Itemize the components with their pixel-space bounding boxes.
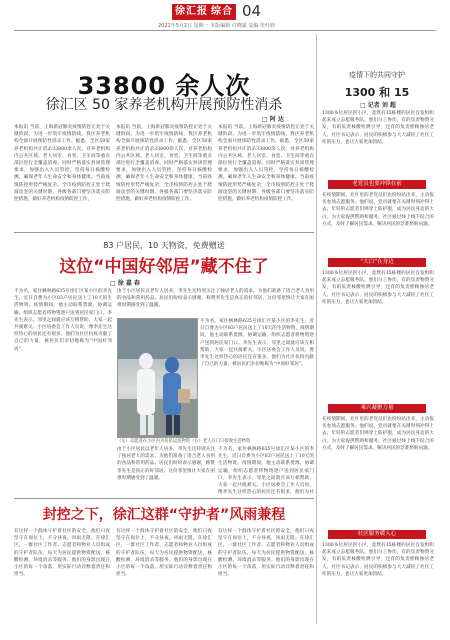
feature-body-right: 不为名，家住枫林路635号徐汇区某小区的李先生，近日自费为小区83户居民送上了10天的生活物资。疫情期间，他主动联系货源，协调运输，组织志愿者将物资逐户送到居民家门口。李先生表示，邻里之间就应该互相帮助，大家一起共渡难关。小区居委会工作人员说，像李先生这样热心的居民还有很多，他们为社区抗疫贡献了自己的力量，被居民们亲切地称为“中国好邻居”。 bbox=[200, 319, 314, 368]
bottom-body-col3: 有这样一个群体守护着社区的安全，他们日夜坚守在岗位上，不分昼夜、风雨无阻。在徐汇区，一群社区工作者、志愿者和物业人员组成的守护者队伍，每天为居民提供物资配送、核酸检测、环境消杀等服务。他们的身影出现在小区的每一个角落，用实际行动诠释着责任和担当。 bbox=[218, 529, 314, 578]
right-section-3: 乘兴凝聚力量 bbox=[328, 404, 426, 413]
right-body-1: 1300多位居民的小区，竟然有15栋楼的居民自发组织起来成立志愿服务队。他们分工协作，有的负责物资分发，有的负责核酸检测引导，还有的负责照顾独居老人。社区书记表示，居民的积极参与大大减轻了社区工作的压力，也让大家更加团结。 bbox=[322, 111, 434, 145]
feature-photo bbox=[117, 318, 198, 438]
section-rule bbox=[14, 232, 314, 233]
dateline: 2022年5月2日 星期一 本版编辑 许晓斌 复编 范叶婷 bbox=[158, 23, 276, 29]
right-body-4: 在疫情期间，社区里的老党员们也纷纷站出来，主动报名参加志愿服务。他们说，党员就要在关键时刻冲得上去。年轻的志愿者们则穿上防护服，成为居民身边的大白，为大家提供帮助和服务。社区通过线上线下结合的方式，及时了解居民需求，解决居民的急难愁盼问题。 bbox=[322, 417, 434, 451]
bottom-headline: 封控之下，徐汇这群“守护者”风雨兼程 bbox=[42, 507, 286, 523]
right-body-5: 1300多位居民的小区，竟然有15栋楼的居民自发组织起来成立志愿服务队。他们分工协作，有的负责物资分发，有的负责核酸检测引导，还有的负责照顾独居老人。社区书记表示，居民的积极参与大大减轻了社区工作的压力，也让大家更加团结。 bbox=[322, 543, 434, 577]
feature-body-col3: 不为名，家住枫林路635号徐汇区某小区的李先生，近日自费为小区83户居民送上了10天的生活物资。疫情期间，他主动联系货源，协调运输，组织志愿者将物资逐户送到居民家门口。李先生表示，邻里之间就应该互相帮助，大家一起共渡难关。小区居委会工作人员说，像李先生这样热心的居民还有很多，他们为社 bbox=[218, 447, 314, 496]
right-headline: 1300 和 15 bbox=[344, 86, 410, 99]
newspaper-logo: 徐汇报 综合 bbox=[172, 4, 236, 20]
lead-byline: □ 阿 达 bbox=[262, 116, 284, 123]
bottom-body-col2: 有这样一个群体守护着社区的安全，他们日夜坚守在岗位上，不分昼夜、风雨无阻。在徐汇区，一群社区工作者、志愿者和物业人员组成的守护者队伍，每天为居民提供物资配送、核酸检测、环境消杀等服务。他们的身影出现在小区的每一个角落，用实际行动诠释着责任和担当。 bbox=[116, 529, 212, 578]
photo-caption: （左）志愿者在小区内为居民运送物资（右）老人在门口接收生活物资 bbox=[117, 439, 251, 444]
masthead-rule bbox=[14, 30, 436, 31]
right-body-2: 在疫情期间，社区里的老党员们也纷纷站出来，主动报名参加志愿服务。他们说，党员就要在关键时刻冲得上去。年轻的志愿者们则穿上防护服，成为居民身边的大白，为大家提供帮助和服务。社区通过线上线下结合的方式，及时了解居民需求，解决居民的急难愁盼问题。 bbox=[322, 193, 434, 227]
right-section-4: 社区服务暖人心 bbox=[328, 530, 426, 539]
feature-body-col2: 由于小区居民以老年人居多，李先生还特别关注了独居老人的需求，为他们准备了适合老人食用的食品和常用药品。居民们纷纷表示感谢，称赞李先生是真正的好邻居，这份邻里情让大家在困难时期感受到了温暖。 bbox=[117, 447, 215, 481]
page-number: 04 bbox=[242, 2, 262, 20]
feature-body-col1: 不为名，家住枫林路635号徐汇区某小区的李先生，近日自费为小区83户居民送上了10天的生活物资。疫情期间，他主动联系货源，协调运输，组织志愿者将物资逐户送到居民家门口。李先生表示，邻里之间就应该互相帮助，大家一起共渡难关。小区居委会工作人员说，像李先生这样热心的居民还有很多，他们为社区抗疫贡献了自己的力量，被居民们亲切地称为“中国好邻居”。 bbox=[14, 289, 112, 352]
masthead bbox=[14, 2, 436, 20]
right-body-3: 1300多位居民的小区，竟然有15栋楼的居民自发组织起来成立志愿服务队。他们分工协作，有的负责物资分发，有的负责核酸检测引导，还有的负责照顾独居老人。社区书记表示，居民的积极参与大大减轻了社区工作的压力，也让大家更加团结。 bbox=[322, 271, 434, 305]
lead-body-col2: 本报讯 当前，上海新冠肺炎疫情防控正处于关键阶段。为进一步筑牢疫情防线，我区养老机构全面开展预防性消杀工作。据悉，全区50家养老机构共计消杀33800余人次，对养老机构内公共区域、老人居室、食堂、卫生间等重点部位进行全覆盖消毒。同时严格落实封闭管理要求，加强出入人员管控，坚持每日核酸检测，确保老年人生命安全和身体健康。当前疫情防控形势严峻复杂，全市疫情防控正处于爬坡攻坚的关键时期，各级各部门要坚决落实防控措施，做好养老机构疫情防控工作。 bbox=[116, 125, 212, 203]
right-section-1: 老党员也要冲锋在前 bbox=[328, 180, 426, 189]
lead-subheadline: 徐汇区 50 家养老机构开展预防性消杀 bbox=[45, 97, 283, 113]
right-byline: □ 记者 刘 超 bbox=[360, 102, 396, 109]
lead-body-col3: 本报讯 当前，上海新冠肺炎疫情防控正处于关键阶段。为进一步筑牢疫情防线，我区养老机构全面开展预防性消杀工作。据悉，全区50家养老机构共计消杀33800余人次，对养老机构内公共区域、老人居室、食堂、卫生间等重点部位进行全覆盖消毒。同时严格落实封闭管理要求，加强出入人员管控，坚持每日核酸检测，确保老年人生命安全和身体健康。当前疫情防控形势严峻复杂，全市疫情防控正处于爬坡攻坚的关键时期，各级各部门要坚决落实防控措施，做好养老机构疫情防控工作。 bbox=[218, 125, 314, 203]
feature-byline: □ 徐 嘉 春 bbox=[110, 280, 140, 287]
lead-headline: 33800 余人次 bbox=[77, 72, 251, 100]
feature-headline: 这位“中国好邻居”藏不住了 bbox=[59, 257, 269, 277]
feature-kicker: 83 户居民，10 天物资，免费赠送 bbox=[103, 241, 225, 250]
section-rule-2 bbox=[14, 498, 314, 499]
column-divider bbox=[316, 34, 317, 624]
bottom-body-col1: 有这样一个群体守护着社区的安全，他们日夜坚守在岗位上，不分昼夜、风雨无阻。在徐汇区，一群社区工作者、志愿者和物业人员组成的守护者队伍，每天为居民提供物资配送、核酸检测、环境消杀等服务。他们的身影出现在小区的每一个角落，用实际行动诠释着责任和担当。 bbox=[14, 529, 110, 578]
feature-body-top: 由于小区居民以老年人居多，李先生还特别关注了独居老人的需求，为他们准备了适合老人食用的食品和常用药品。居民们纷纷表示感谢，称赞李先生是真正的好邻居，这份邻里情让大家在困难时期感受到了温暖。 bbox=[117, 289, 314, 309]
right-section-2: “大白”在身边 bbox=[328, 258, 426, 267]
right-title: 疫情下的共同守护 bbox=[349, 71, 405, 79]
volunteers-photo bbox=[118, 319, 197, 437]
lead-body-col1: 本报讯 当前，上海新冠肺炎疫情防控正处于关键阶段。为进一步筑牢疫情防线，我区养老机构全面开展预防性消杀工作。据悉，全区50家养老机构共计消杀33800余人次，对养老机构内公共区域、老人居室、食堂、卫生间等重点部位进行全覆盖消毒。同时严格落实封闭管理要求，加强出入人员管控，坚持每日核酸检测，确保老年人生命安全和身体健康。当前疫情防控形势严峻复杂，全市疫情防控正处于爬坡攻坚的关键时期，各级各部门要坚决落实防控措施，做好养老机构疫情防控工作。 bbox=[14, 125, 110, 203]
